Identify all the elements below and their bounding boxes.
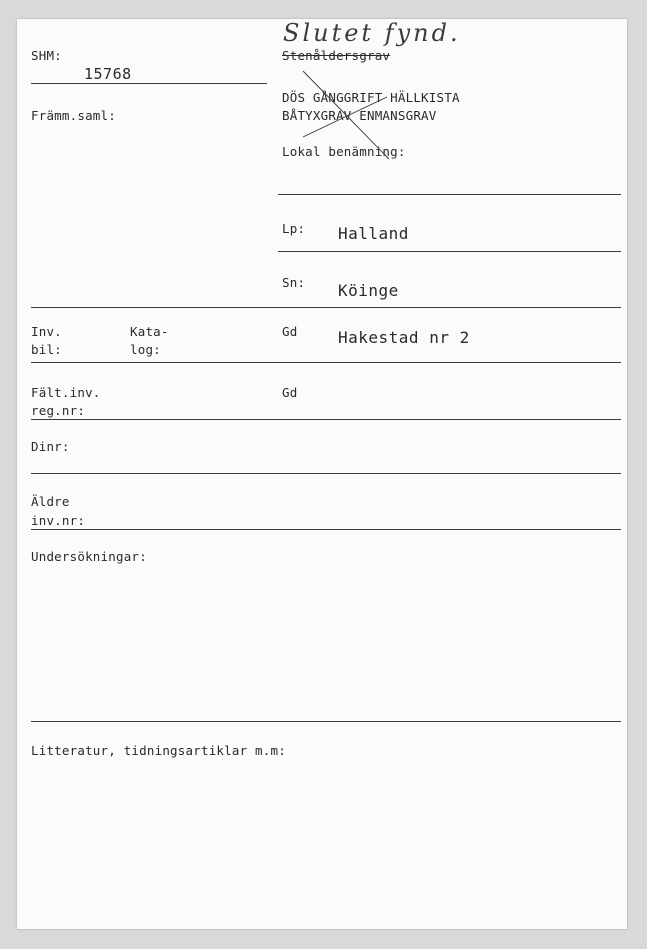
grave-types-row-2: BÅTYXGRAV ENMANSGRAV xyxy=(282,108,437,123)
catalog-card xyxy=(17,19,627,929)
pen-cross-mark xyxy=(17,19,627,929)
falt-line xyxy=(31,419,621,420)
lokal-line xyxy=(278,194,621,195)
shm-number: 15768 xyxy=(84,65,132,83)
gd2-label: Gd xyxy=(282,385,298,400)
undersokningar-line xyxy=(31,721,621,722)
grave-types-row-1: DÖS GÅNGGRIFT HÄLLKISTA xyxy=(282,90,460,105)
lokal-benamning-label: Lokal benämning: xyxy=(282,144,406,159)
falt-label-1: Fält.inv. xyxy=(31,385,101,400)
lp-line xyxy=(278,251,621,252)
framm-saml-label: Främm.saml: xyxy=(31,108,116,123)
handwritten-note: Slutet fynd. xyxy=(283,19,461,47)
falt-label-2: reg.nr: xyxy=(31,403,86,418)
dinr-line xyxy=(31,473,621,474)
inv-line xyxy=(31,362,621,363)
sn-line xyxy=(31,307,621,308)
struck-heading: Stenåldersgrav xyxy=(282,48,391,63)
aldre-line xyxy=(31,529,621,530)
lp-label: Lp: xyxy=(282,221,306,236)
sn-label: Sn: xyxy=(282,275,306,290)
sn-value: Köinge xyxy=(338,281,399,300)
kata-label-2: log: xyxy=(130,342,161,357)
lp-value: Halland xyxy=(338,224,409,243)
litteratur-label: Litteratur, tidningsartiklar m.m: xyxy=(31,743,286,758)
aldre-label-2: inv.nr: xyxy=(31,513,86,528)
inv-label-1: Inv. xyxy=(31,324,62,339)
gd-label: Gd xyxy=(282,324,298,339)
kata-label-1: Kata- xyxy=(130,324,169,339)
inv-label-2: bil: xyxy=(31,342,62,357)
gd-value: Hakestad nr 2 xyxy=(338,328,470,347)
dinr-label: Dinr: xyxy=(31,439,70,454)
undersokningar-label: Undersökningar: xyxy=(31,549,147,564)
aldre-label-1: Äldre xyxy=(31,494,70,509)
shm-label: SHM: xyxy=(31,48,62,63)
